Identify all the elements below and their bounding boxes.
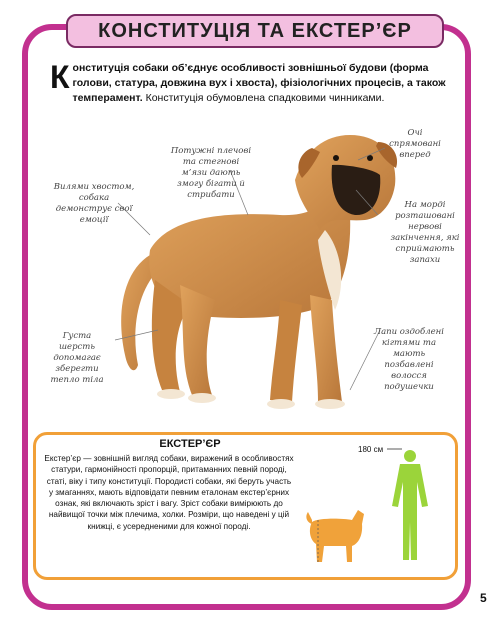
page-number: 5 bbox=[480, 591, 487, 605]
height-label: 180 см bbox=[358, 445, 384, 454]
page-title: КОНСТИТУЦІЯ ТА ЕКСТЕР’ЄР bbox=[66, 14, 444, 48]
callout-tail: Вилями хвостом, собака демонструє свої емоції bbox=[53, 182, 135, 225]
intro-paragraph bbox=[50, 61, 455, 106]
callout-paws: Лапи оздоблені кігтями та мають позбавлені волосся подушечки bbox=[373, 327, 445, 392]
callout-muscles: Потужні плечові та стегнові м’язи дають змогу бігати й стрибати bbox=[170, 146, 252, 200]
exterior-title: ЕКСТЕР’ЄР bbox=[159, 438, 221, 450]
intro-bold-text: онституція собаки об’єднує особливості зовнішньої будови (форма голови, статура, довжина вух і хвоста), фізіологічних процесів, а також темперамент. bbox=[72, 62, 446, 104]
exterior-text: Екстер’єр — зовнішній вигляд собаки, виражений в особливостях статури, гармонійності пропорцій, притаманних певній породі, статі, віку і типу конституції. Породисті собаки, які беруть участь у змаганнях, мають відповідати певним еталонам екстер’єрних ознак, які включають зріст і вагу. Зріст собаки вимірюють до найвищої точки між плечима, холки. Розміри, що наведені у цій книжці, є усередненими для кожної породі. bbox=[44, 454, 294, 531]
callout-eyes: Очі спрямовані вперед bbox=[389, 128, 441, 160]
callout-fur: Густа шерсть допомагає зберегти тепло тіла bbox=[50, 331, 104, 385]
dog-silhouette-icon bbox=[306, 510, 364, 562]
intro-normal-text: Конституція обумовлена спадковими чинниками. bbox=[142, 92, 385, 104]
size-comparison-figure bbox=[300, 440, 450, 575]
human-silhouette-icon bbox=[392, 450, 428, 560]
intro-dropcap: К bbox=[50, 59, 70, 95]
callout-nose: На морді розташовані нервові закінчення, які сприймають запахи bbox=[390, 200, 460, 265]
